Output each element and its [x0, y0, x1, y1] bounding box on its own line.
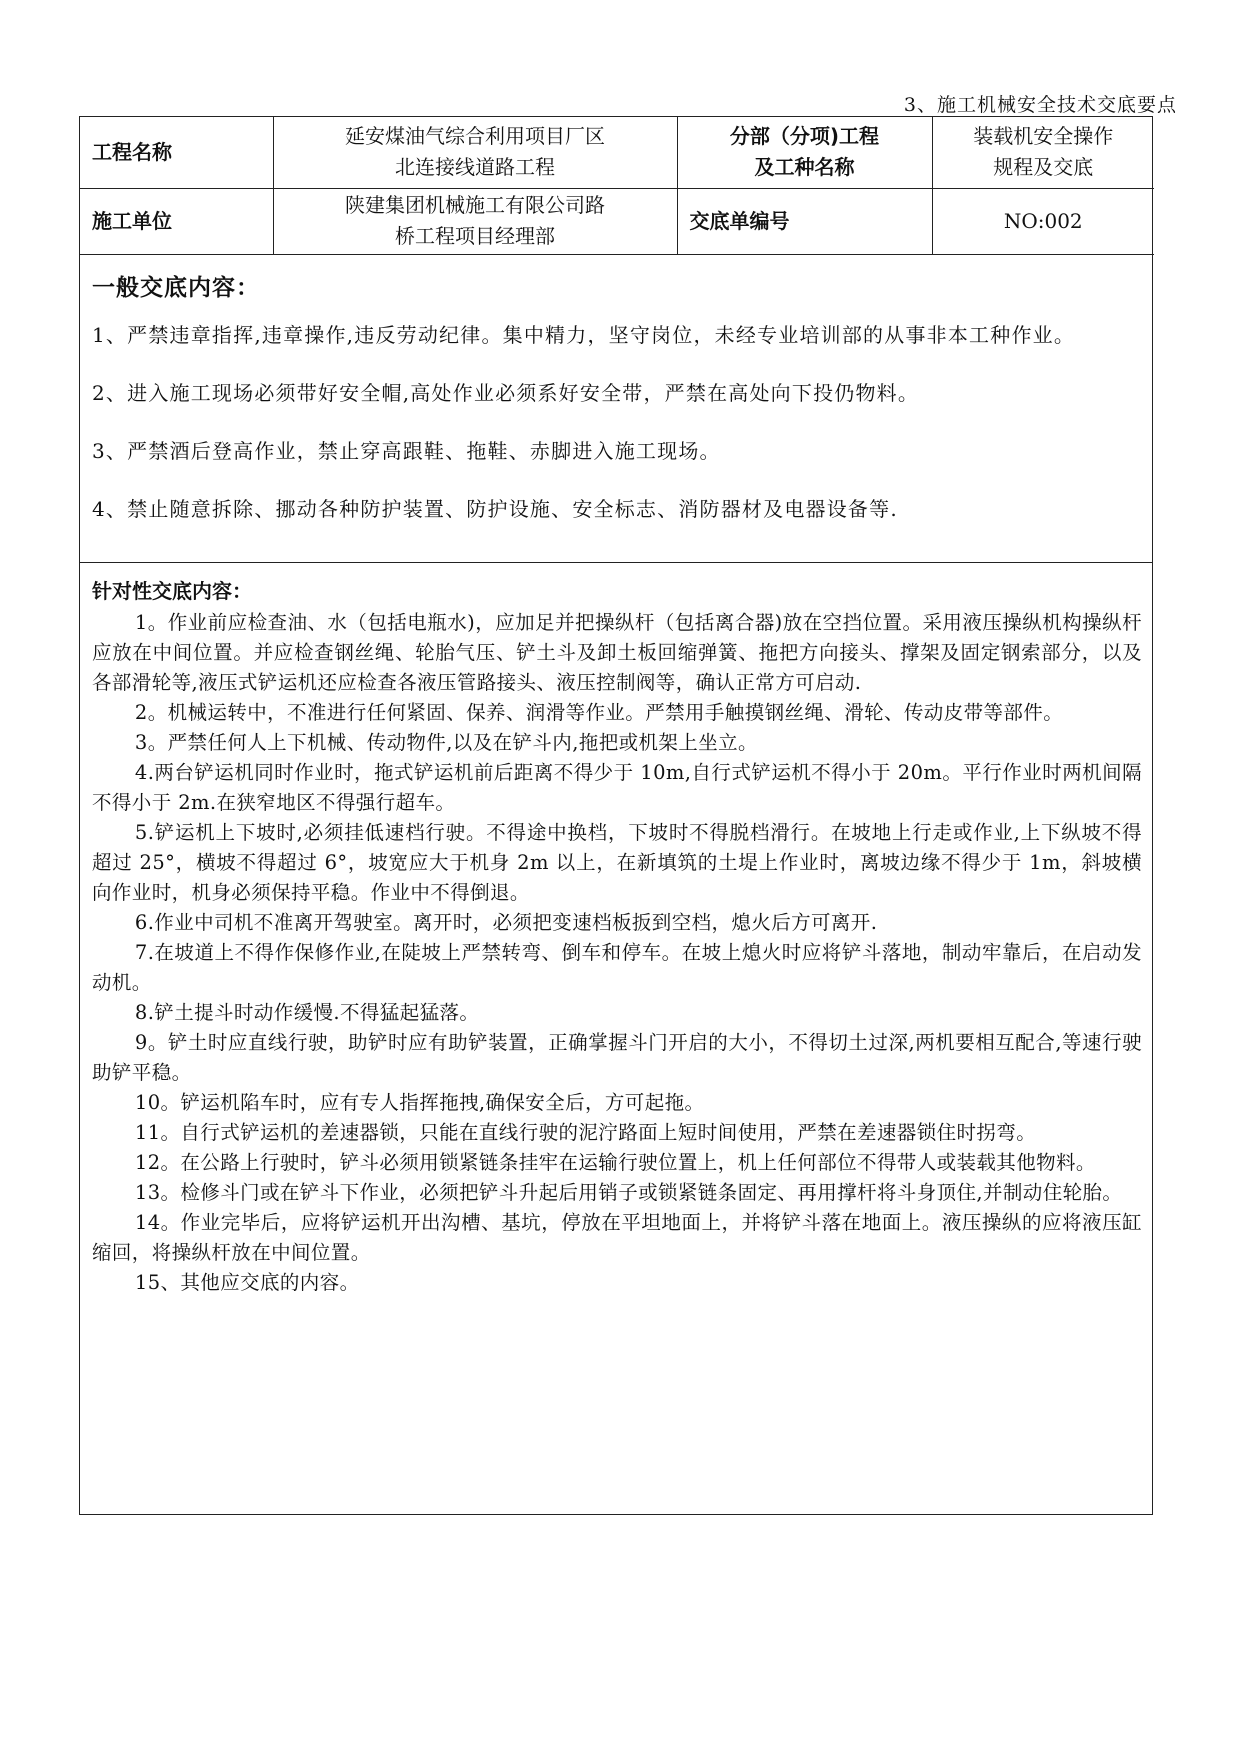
- general-item: 2、进入施工现场必须带好安全帽,高处作业必须系好安全带，严禁在高处向下投仍物料。: [92, 380, 920, 405]
- specific-item: 5.铲运机上下坡时,必须挂低速档行驶。不得途中换档，下坡时不得脱档滑行。在坡地上行走或作业,上下纵坡不得超过 25°，横坡不得超过 6°，坡宽应大于机身 2m 以上，在新填筑的土堤上作业时，离坡边缘不得少于 1m，斜坡横向作业时，机身必须保持平稳。作业中不得倒退。: [92, 820, 1142, 904]
- subdivision-label-line2: 及工种名称: [754, 155, 855, 180]
- specific-item: 7.在坡道上不得作保修作业,在陡坡上严禁转弯、倒车和停车。在坡上熄火时应将铲斗落地，制动牢靠后，在启动发动机。: [92, 940, 1142, 994]
- sheet-no-label: 交底单编号: [677, 188, 932, 254]
- subdivision-value: [932, 117, 1154, 188]
- page-header: 3、施工机械安全技术交底要点: [903, 94, 1177, 116]
- specific-item: 14。作业完毕后，应将铲运机开出沟槽、基坑，停放在平坦地面上，并将铲斗落在地面上。液压操纵的应将液压缸缩回，将操纵杆放在中间位置。: [92, 1210, 1142, 1264]
- specific-item: 2。机械运转中，不准进行任何紧固、保养、润滑等作业。严禁用手触摸钢丝绳、滑轮、传动皮带等部件。: [134, 700, 1064, 724]
- subdivision-label: [677, 117, 932, 188]
- specific-item: 10。铲运机陷车时，应有专人指挥拖拽,确保安全后，方可起拖。: [134, 1090, 705, 1114]
- specific-item: 9。铲土时应直线行驶，助铲时应有助铲装置，正确掌握斗门开启的大小，不得切土过深,两机要相互配合,等速行驶助铲平稳。: [92, 1030, 1142, 1084]
- sheet-no-value: NO:002: [932, 188, 1154, 254]
- general-item: 3、严禁酒后登高作业，禁止穿高跟鞋、拖鞋、赤脚进入施工现场。: [92, 438, 721, 463]
- project-name-value: [273, 117, 677, 188]
- unit-label: 施工单位: [80, 188, 273, 254]
- specific-item: 1。作业前应检查油、水（包括电瓶水)，应加足并把操纵杆（包括离合器)放在空挡位置。采用液压操纵机构操纵杆应放在中间位置。并应检查钢丝绳、轮胎气压、铲土斗及卸土板回缩弹簧、拖把方向接头、撑架及固定钢索部分，以及各部滑轮等,液压式铲运机还应检查各液压管路接头、液压控制阀等，确认正常方可启动.: [92, 610, 1142, 694]
- general-title: 一般交底内容：: [92, 274, 260, 301]
- general-section: [80, 255, 1152, 563]
- specific-section: [80, 563, 1152, 1298]
- general-item: 4、禁止随意拆除、挪动各种防护装置、防护设施、安全标志、消防器材及电器设备等.: [92, 496, 898, 521]
- specific-item: 11。自行式铲运机的差速器锁，只能在直线行驶的泥泞路面上短时间使用，严禁在差速器锁住时拐弯。: [134, 1120, 1037, 1144]
- subdivision-value-line1: 装载机安全操作: [973, 124, 1114, 149]
- specific-item: 4.两台铲运机同时作业时，拖式铲运机前后距离不得少于 10m,自行式铲运机不得小于 20m。平行作业时两机间隔不得小于 2m.在狭窄地区不得强行超车。: [92, 760, 1142, 814]
- specific-item: 8.铲土提斗时动作缓慢.不得猛起猛落。: [134, 1000, 480, 1024]
- project-name-label: 工程名称: [80, 117, 273, 188]
- specific-item: 12。在公路上行驶时，铲斗必须用锁紧链条挂牢在运输行驶位置上，机上任何部位不得带人或装载其他物料。: [134, 1150, 1096, 1174]
- info-table: [80, 117, 1154, 255]
- subdivision-label-line1: 分部（分项)工程: [729, 124, 880, 149]
- unit-line1: 陕建集团机械施工有限公司路: [345, 193, 605, 217]
- project-name-line1: 延安煤油气综合利用项目厂区: [345, 124, 605, 149]
- specific-item: 3。严禁任何人上下机械、传动物件,以及在铲斗内,拖把或机架上坐立。: [134, 730, 758, 754]
- unit-line2: 桥工程项目经理部: [395, 224, 555, 248]
- specific-item: 6.作业中司机不准离开驾驶室。离开时，必须把变速档板扳到空档，熄火后方可离开.: [134, 910, 878, 934]
- disclosure-sheet: [79, 116, 1153, 1515]
- specific-title: 针对性交底内容：: [92, 578, 252, 603]
- project-name-line2: 北连接线道路工程: [395, 155, 555, 180]
- specific-item: 15、其他应交底的内容。: [134, 1270, 360, 1294]
- unit-value: [273, 188, 677, 254]
- info-row-unit: [80, 188, 1154, 254]
- subdivision-value-line2: 规程及交底: [993, 155, 1094, 180]
- info-row-project: [80, 117, 1154, 188]
- general-item: 1、严禁违章指挥,违章操作,违反劳动纪律。集中精力，坚守岗位，未经专业培训部的从事非本工种作业。: [92, 322, 1076, 347]
- specific-item: 13。检修斗门或在铲斗下作业，必须把铲斗升起后用销子或锁紧链条固定、再用撑杆将斗身顶住,并制动住轮胎。: [134, 1180, 1123, 1204]
